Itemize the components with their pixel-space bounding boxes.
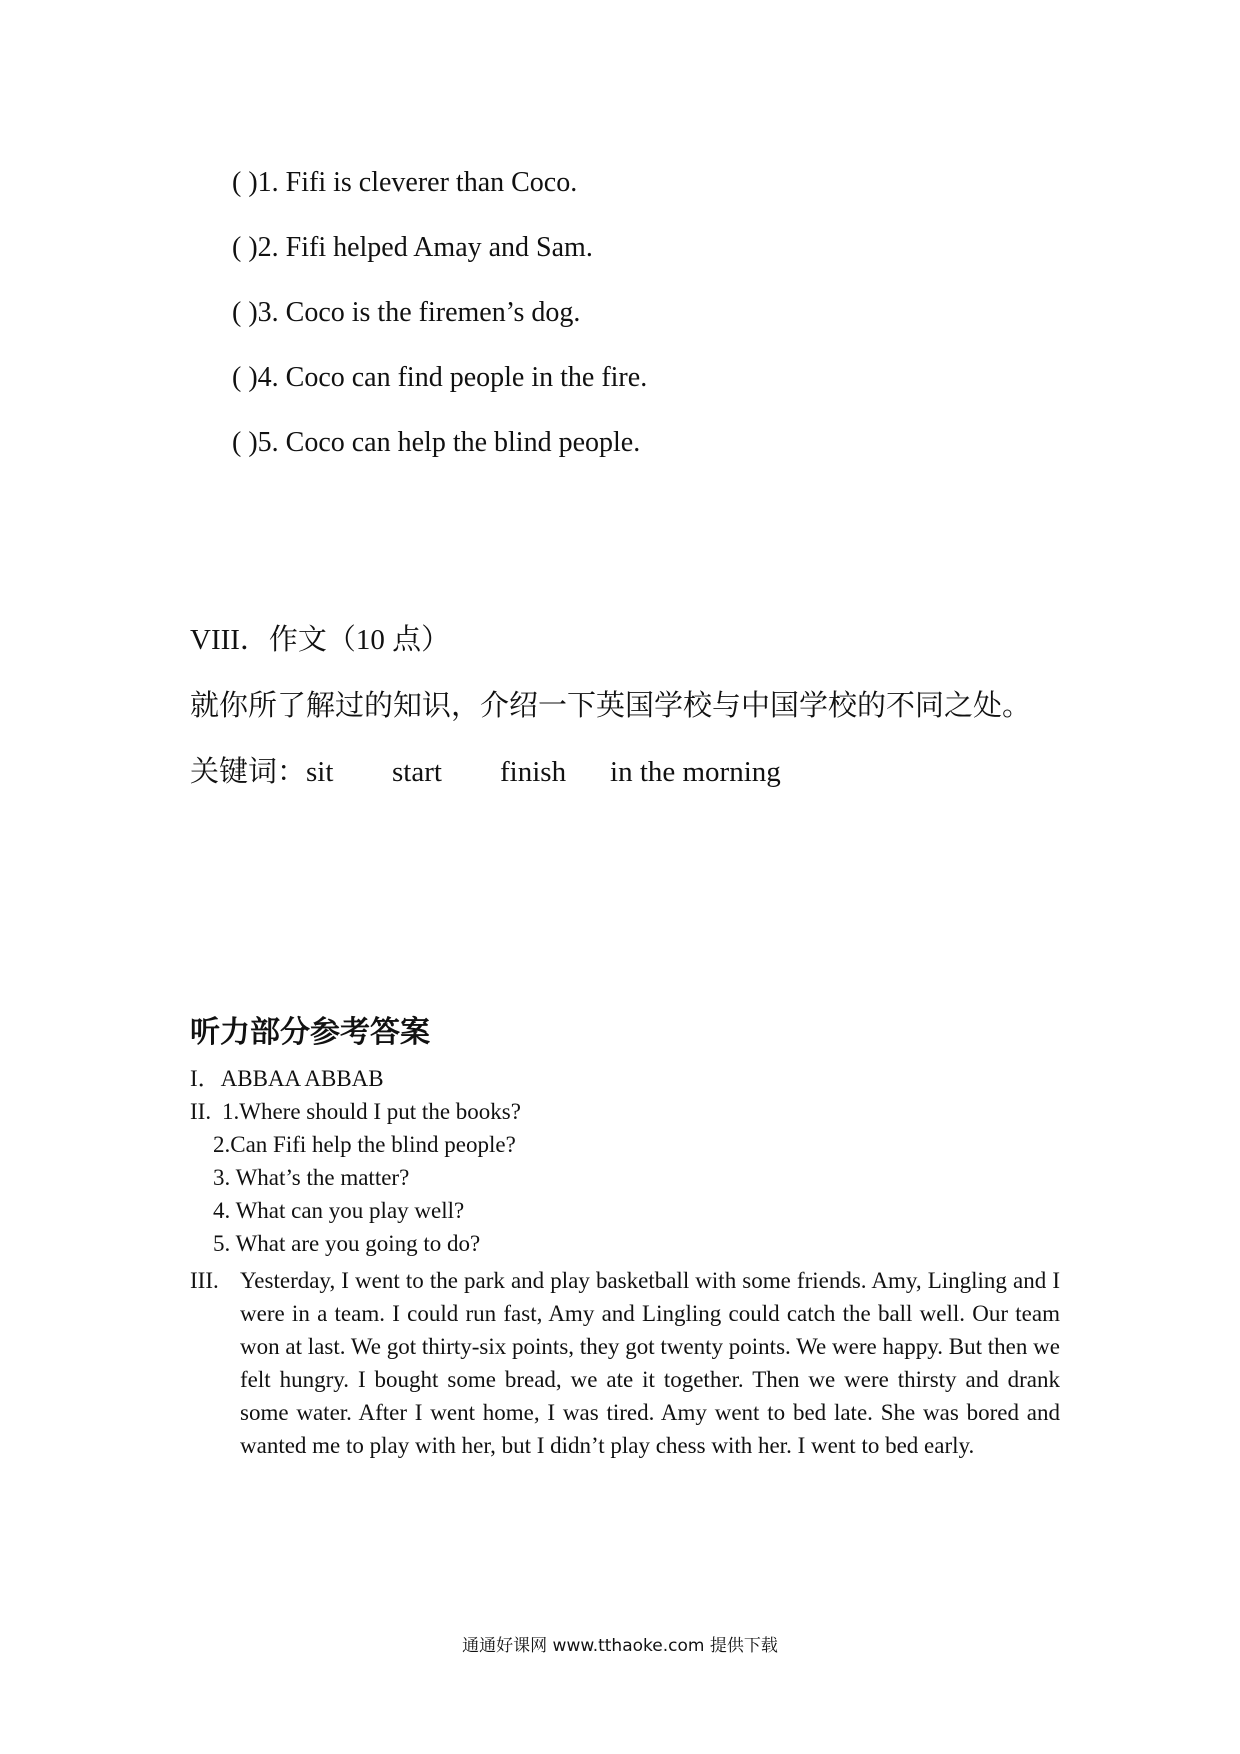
answers-part-2-item: 4. What can you play well? [213, 1198, 465, 1223]
answers-part-2-item: 1.Where should I put the books? [222, 1099, 521, 1124]
tf-question-5: ( )5. Coco can help the blind people. [232, 427, 641, 458]
keywords-label: 关键词： [190, 756, 307, 788]
answers-title: 听力部分参考答案 [190, 1015, 430, 1050]
tf-question-3: ( )3. Coco is the firemen’s dog. [232, 297, 581, 328]
answers-part-2-label: II. [190, 1099, 212, 1124]
answers-part-2-item: 2.Can Fifi help the blind people? [213, 1132, 516, 1157]
keyword: start [392, 756, 442, 788]
tf-question-2: ( )2. Fifi helped Amay and Sam. [232, 232, 593, 263]
keyword: finish [500, 756, 567, 788]
footer-credit: 通通好课网 www.tthaoke.com 提供下载 [462, 1636, 778, 1656]
answers-part-3-text: Yesterday, I went to the park and play basketball with some friends. Amy, Lingling and I were in a team. I could run fast, Amy and Lingling could catch the ball well. Our team won at last. We got thirty-six points, they got twenty points. We were happy. But then we felt hungry. I bought some bread, we ate it together. Then we were thirsty and drank some water. After I went home, I was tired. Amy went to bed late. She was bored and wanted me to play with her, but I didn’t play chess with her. I went to bed early. [240, 1268, 1060, 1458]
answers-part-1: I．ABBAA ABBAB [190, 1066, 384, 1091]
keywords-line [190, 754, 781, 790]
section-8-title: VIII．作文（10 点） [190, 624, 451, 656]
writing-prompt: 就你所了解过的知识，介绍一下英国学校与中国学校的不同之处。 [190, 690, 1032, 722]
keyword: in the morning [610, 756, 781, 788]
keyword: sit [306, 756, 334, 788]
answers-part-3-label: III. [190, 1268, 219, 1293]
answers-part-2-item: 5. What are you going to do? [213, 1231, 481, 1256]
tf-question-1: ( )1. Fifi is cleverer than Coco. [232, 167, 578, 198]
answers-part-2-item: 3. What’s the matter? [213, 1165, 410, 1190]
tf-question-4: ( )4. Coco can find people in the fire. [232, 362, 648, 393]
